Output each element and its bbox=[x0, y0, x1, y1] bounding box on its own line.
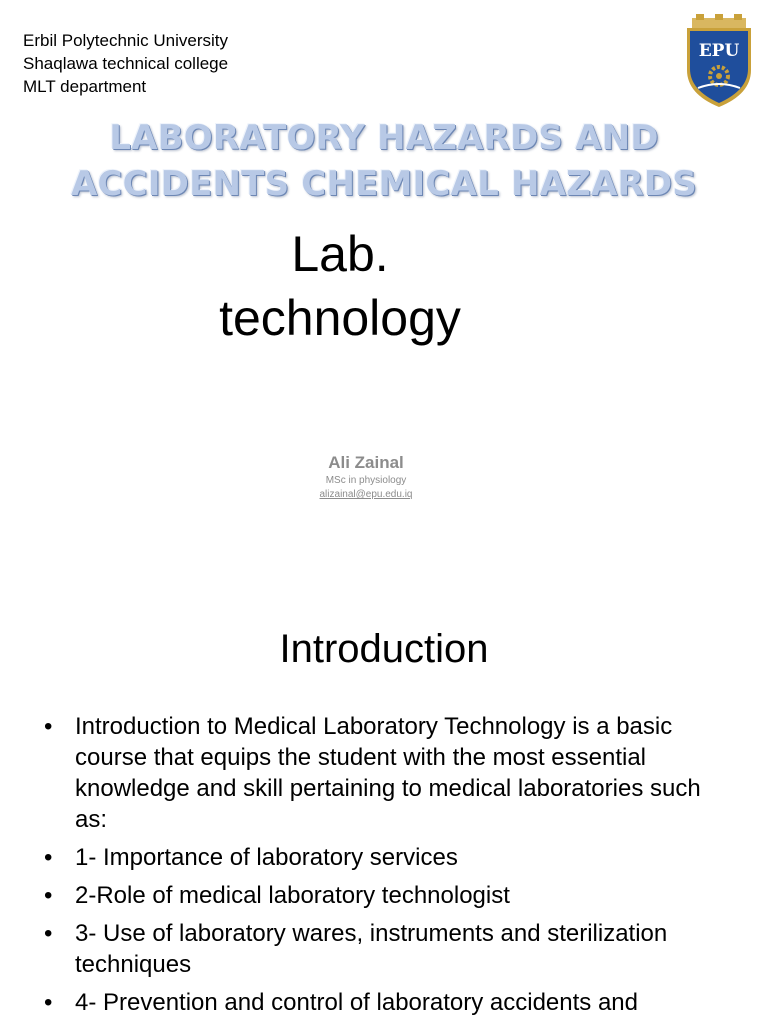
bullet-item: • 2-Role of medical laboratory technologist bbox=[44, 880, 724, 911]
institution-block bbox=[23, 29, 228, 98]
author-block bbox=[0, 452, 732, 502]
bullet-list bbox=[44, 711, 724, 1024]
main-title bbox=[0, 115, 768, 207]
author-email-link[interactable]: alizainal@epu.edu.iq bbox=[319, 489, 413, 500]
subtitle-line-1: Lab. bbox=[291, 226, 389, 282]
logo-text: EPU bbox=[698, 41, 740, 61]
university-name: Erbil Polytechnic University bbox=[23, 31, 229, 50]
slide-title: Introduction bbox=[279, 627, 489, 671]
bullet-item: • 4- Prevention and control of laboratory accidents and bbox=[44, 987, 724, 1018]
main-title-line-1: LABORATORY HAZARDS AND bbox=[109, 118, 659, 158]
epu-logo bbox=[684, 14, 754, 108]
college-name: Shaqlawa technical college bbox=[23, 54, 229, 73]
author-name: Ali Zainal bbox=[328, 453, 404, 472]
bullet-item: • Introduction to Medical Laboratory Technology is a basic course that equips the student with the most essential knowledge and skill pertaining to medical laboratories such as: bbox=[44, 711, 724, 835]
subtitle-line-2: technology bbox=[219, 290, 461, 346]
bullet-item: • 1- Importance of laboratory services bbox=[44, 842, 724, 873]
bullet-item: • 3- Use of laboratory wares, instruments and sterilization techniques bbox=[44, 918, 724, 980]
department-name: MLT department bbox=[23, 77, 147, 96]
subtitle bbox=[170, 222, 510, 350]
author-degree: MSc in physiology bbox=[325, 475, 407, 486]
introduction-slide bbox=[0, 600, 768, 1024]
main-title-line-2: ACCIDENTS CHEMICAL HAZARDS bbox=[71, 164, 697, 204]
